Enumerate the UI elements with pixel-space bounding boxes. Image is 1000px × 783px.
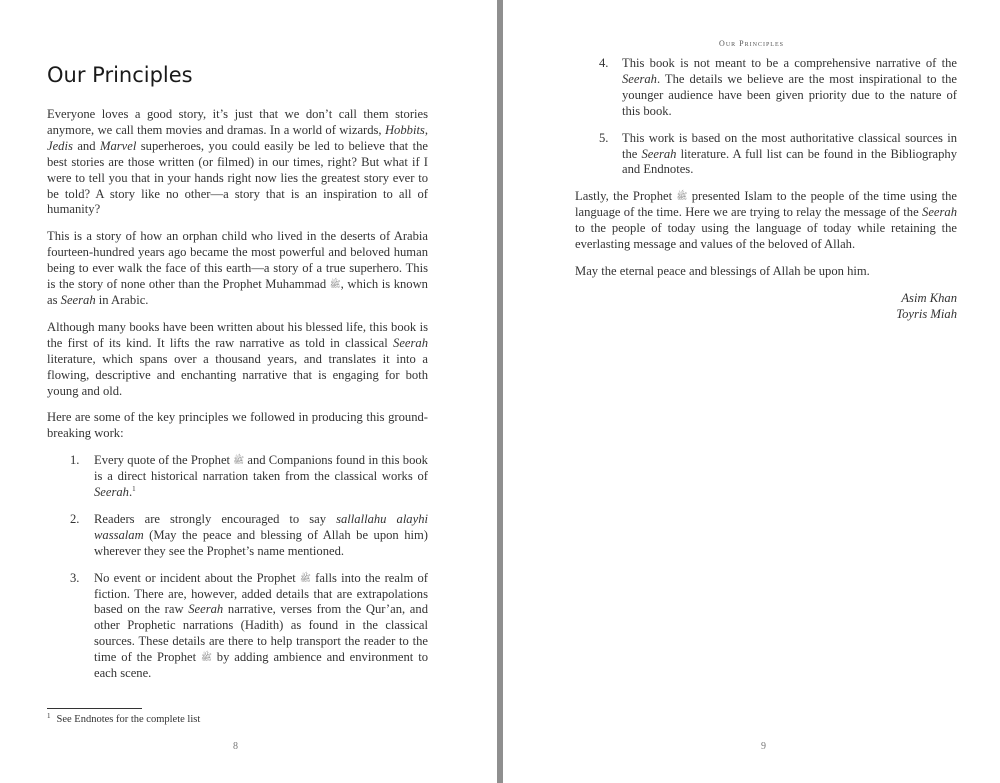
list-item: 4. This book is not meant to be a comprehensive narrative of the Seerah. The details we believe are the most inspirational to the younger audience have been given priority due to the nature of this book. <box>599 56 957 118</box>
paragraph-books: Although many books have been written about his blessed life, this book is the first of its kind. It lifts the raw narrative as told in classical Seerah literature, which spans over a thousand years, and translates it into a flowing, descriptive and enchanting narrative that is engaging for both young and old. <box>47 319 428 398</box>
salutation-glyph: ﷺ <box>329 279 341 290</box>
footnote: $^1$ See Endnotes for the complete list <box>47 711 201 725</box>
salutation-glyph: ﷺ <box>201 652 212 663</box>
page-number: 8 <box>233 741 238 752</box>
salutation-glyph: ﷺ <box>300 572 311 583</box>
paragraph-blessing: May the eternal peace and blessings of Allah be upon him. <box>575 263 870 278</box>
footnote-divider <box>47 708 142 709</box>
running-head: Our Principles <box>719 39 784 48</box>
list-item: 3. No event or incident about the Prophet ﷺ falls into the realm of fiction. There are, however, added details that are extrapolations based on the raw Seerah narrative, verses from the Qur’an, and other Prophetic narrations (Hadith) as found in the classical sources. These details are there to help transport the reader to the time of the Prophet ﷺ by adding ambience and environment to each scene. <box>70 570 429 681</box>
salutation-glyph: ﷺ <box>233 455 245 466</box>
list-item: 5. This work is based on the most authoritative classical sources in the Seerah literature. A full list can be found in the Bibliography and Endnotes. <box>599 130 957 177</box>
paragraph-principles-intro: Here are some of the key principles we followed in producing this ground-breaking work: <box>47 410 428 441</box>
signature-author: Asim Khan <box>901 290 957 305</box>
list-item: 1. Every quote of the Prophet ﷺ and Companions found in this book is a direct historical narration taken from the classical works of Seerah.$^1$ <box>70 453 428 500</box>
signature-author: Toyris Miah <box>896 306 957 321</box>
left-page <box>0 0 497 783</box>
principles-list <box>47 453 428 682</box>
right-body <box>575 56 957 323</box>
footnote-ref[interactable]: 1 <box>132 484 136 493</box>
right-page <box>503 0 1000 783</box>
paragraph-lastly: Lastly, the Prophet ﷺ presented Islam to the people of the time using the language of the time. Here we are trying to relay the message of the Seerah to the people of today using the language of today while retaining the everlasting message and values of the beloved of Allah. <box>575 189 957 252</box>
page-number: 9 <box>761 741 766 752</box>
page-title: Our Principles <box>47 63 193 87</box>
principles-list-continued <box>575 56 957 178</box>
paragraph-intro: Everyone loves a good story, it’s just that we don’t call them stories anymore, we call them movies and dramas. In a world of wizards, Hobbits, Jedis and Marvel superheroes, you could easily be led to believe that the best stories are those written (or filmed) in our times, right? But what if I were to tell you that in your hands right now lies the greatest story ever to be told? A story like no other—a story that is an inspiration to all of humanity? <box>47 107 428 217</box>
list-item: 2. Readers are strongly encouraged to say sallallahu alayhi wassalam (May the peace and blessing of Allah be upon him) wherever they see the Prophet’s name mentioned. <box>70 511 428 558</box>
salutation-glyph: ﷺ <box>676 191 688 202</box>
left-body <box>47 107 428 693</box>
paragraph-story: This is a story of how an orphan child who lived in the deserts of Arabia fourteen-hundred years ago became the most powerful and beloved human being to ever walk the face of this earth—a story of a true superhero. This is the story of none other than the Prophet Muhammad ﷺ, which is known as Seerah in Arabic. <box>47 229 428 307</box>
